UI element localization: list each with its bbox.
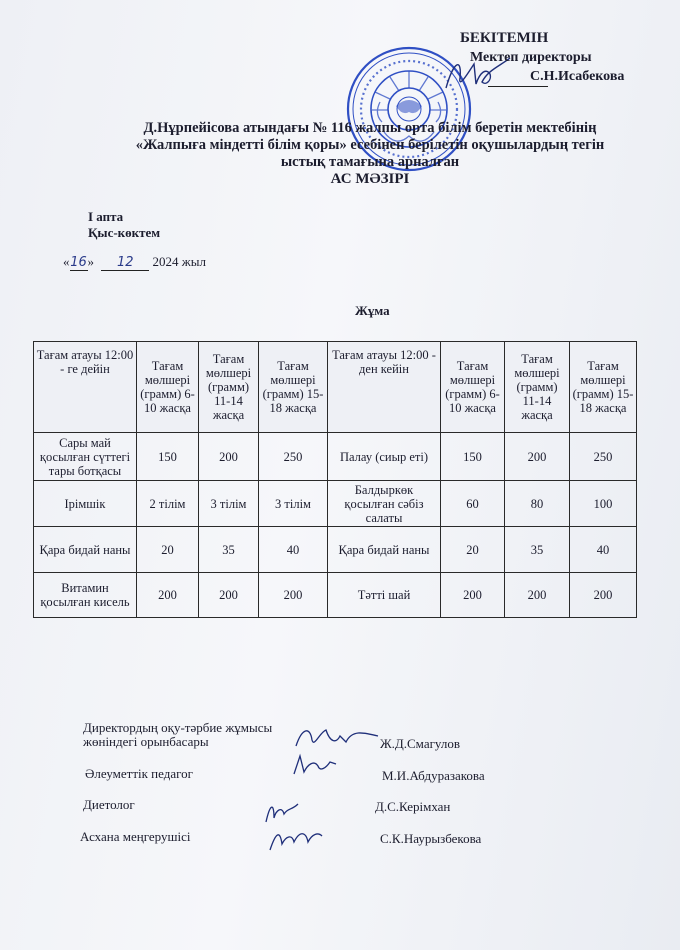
approval-title: БЕКІТЕМІН [460,30,549,46]
table-cell: 20 [137,527,199,573]
header-portion-15-18-after: Тағам мөлшері (грамм) 15-18 жасқа [570,342,637,433]
weekday-label: Жұма [355,303,390,318]
table-cell: 40 [259,527,328,573]
header-food-after-noon: Тағам атауы 12:00 - ден кейін [328,342,441,433]
table-cell: 60 [441,481,505,527]
table-cell: Тәтті шай [328,573,441,618]
table-cell: 200 [259,573,328,618]
table-cell: 200 [570,573,637,618]
table-cell: 200 [441,573,505,618]
date-line [63,254,206,271]
approval-role: Мектеп директоры [470,50,592,65]
table-cell: 250 [570,433,637,481]
table-cell: 80 [505,481,570,527]
table-cell: Палау (сиыр еті) [328,433,441,481]
table-cell: Балдыркөк қосылған сәбіз салаты [328,481,441,527]
table-row [34,573,637,618]
signature-role-deputy-line1: Директордың оқу-тәрбие жұмысы [83,720,273,735]
signature-name-deputy: Ж.Д.Смагулов [380,736,460,751]
header-portion-6-10-after: Тағам мөлшері (грамм) 6-10 жасқа [441,342,505,433]
table-cell: 150 [441,433,505,481]
menu-table [33,341,637,618]
header-portion-11-14-after: Тағам мөлшері (грамм) 11-14 жасқа [505,342,570,433]
document-heading [70,120,670,188]
table-header-row [34,342,637,433]
signature-name-dietitian: Д.С.Керімхан [375,799,451,814]
table-cell: 150 [137,433,199,481]
social-pedagogue-signature [290,752,340,778]
week-label: І апта [88,209,124,224]
dietitian-signature [262,798,302,826]
table-row [34,481,637,527]
table-cell: 3 тілім [259,481,328,527]
heading-menu-title: АС МӘЗІРІ [330,171,410,187]
heading-line-1: Д.Нұрпейісова атындағы № 116 жалпы орта білім беретін мектебінің [143,120,597,136]
table-cell: 2 тілім [137,481,199,527]
table-cell: Қара бидай наны [34,527,137,573]
signature-role-canteen-head: Асхана меңгерушісі [80,829,191,844]
signature-name-social-pedagogue: М.И.Абдуразакова [382,768,485,783]
table-cell: 200 [199,433,259,481]
table-cell: 200 [505,573,570,618]
table-cell: 100 [570,481,637,527]
table-cell: Ірімшік [34,481,137,527]
table-cell: 40 [570,527,637,573]
date-month: 12 [101,255,149,271]
table-row [34,527,637,573]
signature-role-deputy-line2: жөніндегі орынбасары [83,734,209,749]
table-cell: 200 [199,573,259,618]
signature-name-canteen-head: С.К.Наурызбекова [380,831,482,846]
approval-signature-line [488,86,548,87]
deputy-signature [292,722,382,752]
signature-role-dietitian: Диетолог [83,797,135,812]
table-row [34,433,637,481]
canteen-head-signature [266,824,326,854]
heading-line-2: «Жалпыға міндетті білім қоры» есебінен берілетін оқушылардың тегін [135,137,605,153]
heading-line-3: ыстық тамағына арналған [280,154,460,170]
date-suffix: жыл [181,254,206,269]
table-cell: 20 [441,527,505,573]
table-cell: Витамин қосылған кисель [34,573,137,618]
date-open-quote: « [63,254,70,269]
table-cell: Сары май қосылған сүттегі тары ботқасы [34,433,137,481]
date-close-quote: » [87,254,94,269]
header-portion-15-18: Тағам мөлшері (грамм) 15-18 жасқа [259,342,328,433]
table-cell: 200 [505,433,570,481]
header-portion-11-14: Тағам мөлшері (грамм) 11-14 жасқа [199,342,259,433]
table-cell: 35 [199,527,259,573]
date-day: 16 [70,255,87,270]
table-cell: 35 [505,527,570,573]
table-cell: 200 [137,573,199,618]
table-cell: Қара бидай наны [328,527,441,573]
approval-name: С.Н.Исабекова [530,69,625,84]
header-portion-6-10: Тағам мөлшері (грамм) 6-10 жасқа [137,342,199,433]
signature-role-social-pedagogue: Әлеуметтік педагог [85,766,193,781]
table-cell: 3 тілім [199,481,259,527]
table-cell: 250 [259,433,328,481]
season-label: Қыс-көктем [88,225,161,240]
date-year: 2024 [152,254,179,269]
header-food-before-noon: Тағам атауы 12:00 - ге дейін [34,342,137,433]
